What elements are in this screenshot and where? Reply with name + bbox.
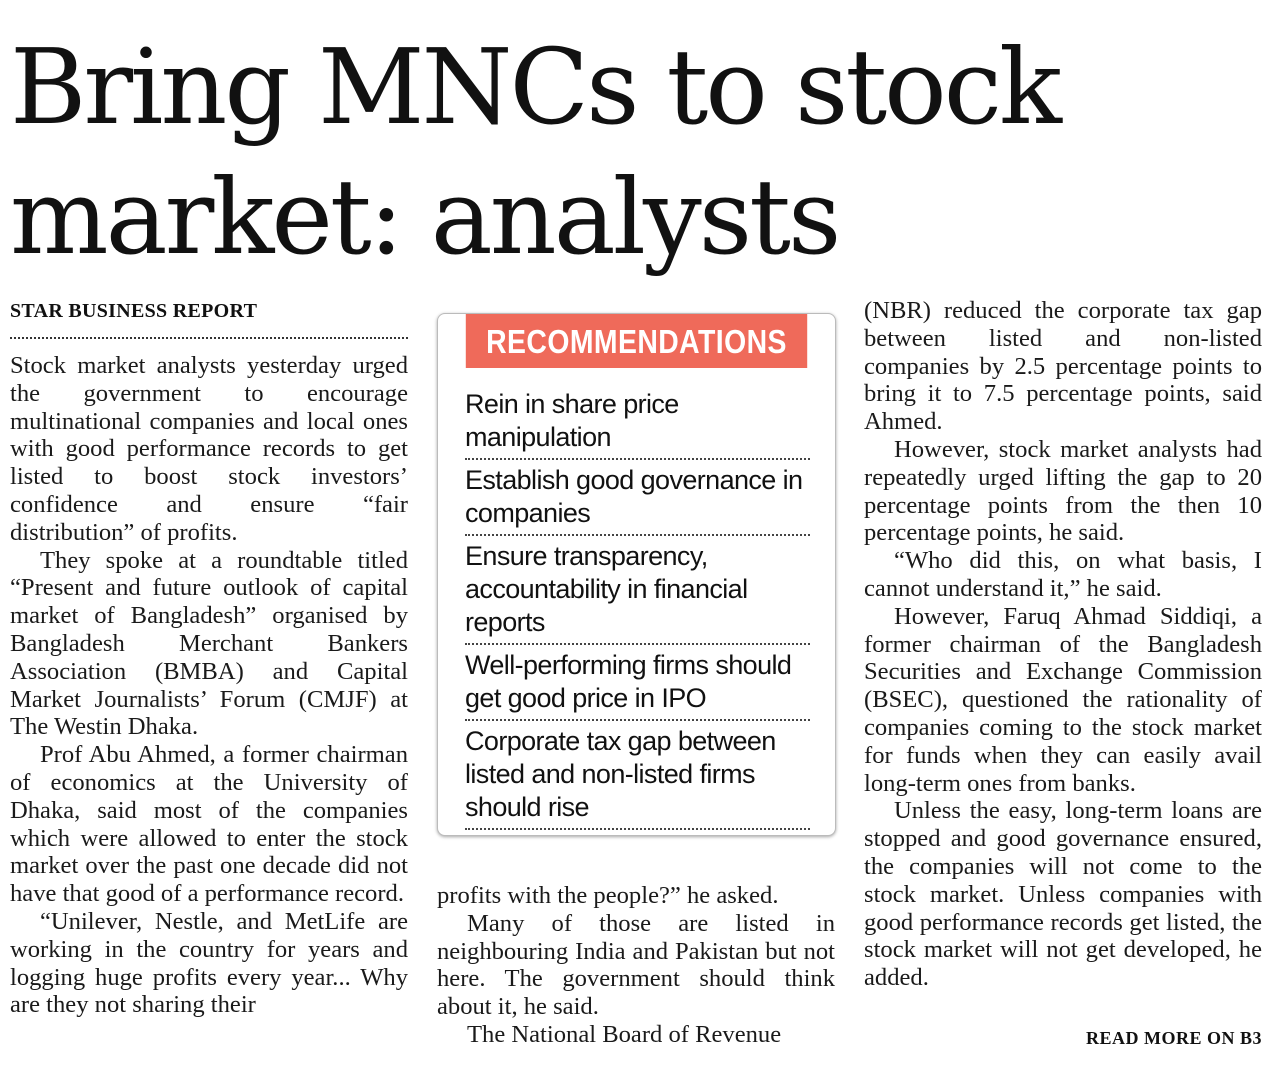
paragraph: The National Board of Revenue [467, 1020, 782, 1048]
recommendation-item [465, 830, 810, 836]
recommendation-item: Well-performing firms should get good price in IPO [465, 645, 810, 721]
paragraph: Unless the easy, long-term loans are stopped and good governance ensured, the companies will not come to the stock market. Unless companies with good performance records get listed, the stock market will not get developed, he added. [864, 797, 1262, 992]
paragraph: Stock market analysts yesterday urged the government to encourage multinational companies and local ones with good performance records to get listed to boost stock investors’ confidence and ensure “fair distribution” of profits. [10, 352, 408, 546]
byline-divider [10, 337, 408, 339]
recommendations-list [465, 384, 810, 836]
recommendation-item: Establish good governance in companies [465, 460, 810, 536]
paragraph: However, Faruq Ahmad Siddiqi, a former chairman of the Bangladesh Securities and Exchange Commission (BSEC), questioned the rationality of companies coming to the stock market for funds when they can easily avail long-term ones from banks. [864, 602, 1262, 797]
article-column-1 [10, 352, 408, 1019]
paragraph: Many of those are listed in neighbouring India and Pakistan but not here. The government should think about it, he said. [437, 909, 835, 1021]
recommendations-title: RECOMMENDATIONS [466, 314, 807, 368]
article-column-2 [437, 882, 835, 1049]
headline-line-2: market: analysts [10, 156, 839, 278]
article-column-3 [864, 297, 1262, 992]
paragraph: However, stock market analysts had repeatedly urged lifting the gap to 20 percentage points from the then 10 percentage points, he said. [864, 435, 1262, 547]
headline-line-1: Bring MNCs to stock [10, 26, 1060, 148]
paragraph: profits with the people?” he asked. [437, 882, 779, 909]
article-headline [10, 22, 1260, 282]
recommendations-box [437, 313, 836, 836]
paragraph: (NBR) reduced the corporate tax gap between listed and non-listed companies by 2.5 percentage points to bring it to 7.5 percentage points, said Ahmed. [864, 297, 1262, 436]
paragraph: Prof Abu Ahmed, a former chairman of economics at the University of Dhaka, said most of the companies which were allowed to enter the stock market over the past one decade did not have that good of a performance record. [10, 741, 408, 908]
byline: STAR BUSINESS REPORT [10, 300, 258, 322]
recommendation-item: Ensure transparency, accountability in financial reports [465, 536, 810, 645]
read-more-link[interactable]: READ MORE ON B3 [1085, 1028, 1262, 1048]
recommendation-item: Rein in share price manipulation [465, 384, 810, 460]
recommendation-item: Corporate tax gap between listed and non-listed firms should rise [465, 721, 810, 830]
paragraph: “Who did this, on what basis, I cannot understand it,” he said. [864, 547, 1262, 602]
paragraph: They spoke at a roundtable titled “Present and future outlook of capital market of Bangladesh” organised by Bangladesh Merchant Bankers Association (BMBA) and Capital Market Journalists’ Forum (CMJF) at The Westin Dhaka. [10, 546, 408, 741]
paragraph: “Unilever, Nestle, and MetLife are working in the country for years and logging huge profits every year... Why are they not sharing their [10, 907, 408, 1019]
